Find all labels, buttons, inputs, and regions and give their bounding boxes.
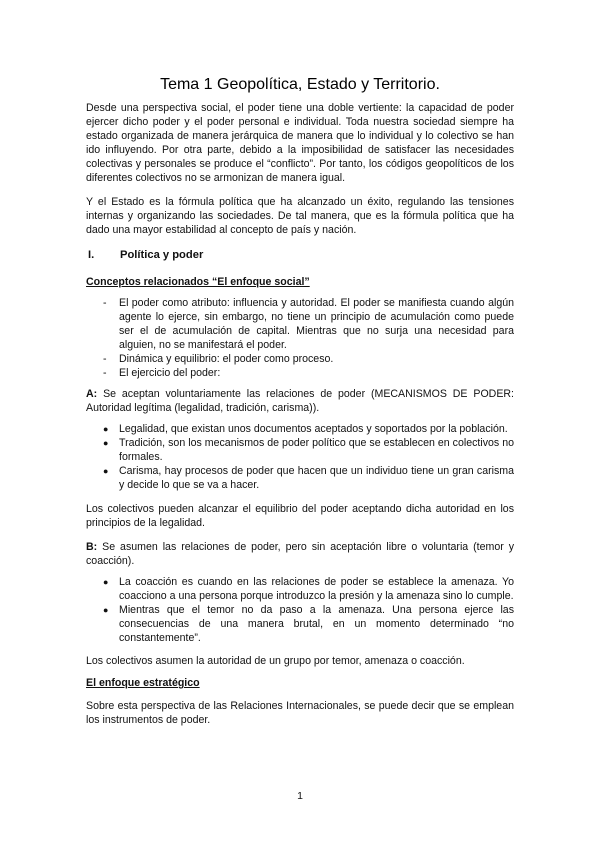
bullet-icon: ● — [103, 577, 109, 587]
closing-paragraph: Sobre esta perspectiva de las Relaciones Internacionales, se puede decir que se emplean los instrumentos de poder. — [86, 700, 514, 726]
paragraph-b-text: Se asumen las relaciones de poder, pero sin aceptación libre o voluntaria (temor y coacción). — [86, 541, 514, 567]
dash-marker: - — [103, 367, 107, 379]
section-number: I. — [88, 249, 95, 261]
paragraph-b-label: B: — [86, 541, 98, 553]
list-item — [86, 603, 514, 645]
dash-list — [86, 296, 514, 380]
paragraph-a-label: A: — [86, 388, 98, 400]
dash-marker: - — [103, 297, 107, 309]
list-item-text: Carisma, hay procesos de poder que hacen que un individuo tiene un gran carisma y decide lo que se va a hacer. — [119, 465, 514, 491]
list-item-text: Tradición, son los mecanismos de poder político que se establecen en colectivos no formales. — [119, 437, 514, 463]
bullet-icon: ● — [103, 605, 109, 615]
list-item — [86, 296, 514, 352]
bullet-icon: ● — [103, 438, 109, 448]
section-heading — [86, 248, 514, 262]
list-item-text: Mientras que el temor no da paso a la amenaza. Una persona ejerce las consecuencias de una manera brutal, en un momento determinado “no constantemente”. — [119, 604, 514, 644]
paragraph-a-text: Se aceptan voluntariamente las relaciones de poder (MECANISMOS DE PODER: Autoridad legítima (legalidad, tradición, carisma)). — [86, 388, 514, 414]
bullet-list-b — [86, 575, 514, 645]
intro-paragraph-1: Desde una perspectiva social, el poder tiene una doble vertiente: la capacidad de poder ejercer dicho poder y el poder personal e individual. Toda nuestra sociedad siempre ha estado organizada de manera jerárquica de manera que lo individual y lo colectivo se han ido influyendo. Por otra parte, debido a la imposibilidad de satisfacer las necesidades colectivas y personales se produce el “conflicto”. Por tanto, los códigos geopolíticos de los diferentes colectivos no se armonizan de manera igual. — [86, 102, 514, 184]
list-item — [86, 352, 514, 366]
list-item-text: La coacción es cuando en las relaciones de poder se establece la amenaza. Yo coacciono a una persona porque introduzco la presión y la amenaza sino lo cumple. — [119, 576, 514, 602]
bullet-icon: ● — [103, 466, 109, 476]
page-number: 1 — [297, 790, 303, 802]
list-item-text: El ejercicio del poder: — [119, 367, 221, 379]
bullet-list-a — [86, 422, 514, 492]
subheading-enfoque-social: Conceptos relacionados “El enfoque social” — [86, 276, 310, 288]
list-item-text: El poder como atributo: influencia y autoridad. El poder se manifiesta cuando algún agente lo ejerce, sin embargo, no tiene un principio de acumulación como puede ser el de acumulación de capital. Mientras que no surja una necesidad para alguien, no se manifestará el poder. — [119, 297, 514, 351]
page-title: Tema 1 Geopolítica, Estado y Territorio. — [160, 76, 440, 93]
document-page — [86, 0, 514, 727]
list-item — [86, 575, 514, 603]
list-item — [86, 464, 514, 492]
dash-marker: - — [103, 353, 107, 365]
bullet-icon: ● — [103, 424, 109, 434]
list-item-text: Dinámica y equilibrio: el poder como proceso. — [119, 353, 334, 365]
paragraph-a — [86, 387, 514, 415]
paragraph-b — [86, 540, 514, 568]
subheading-enfoque-estrategico: El enfoque estratégico — [86, 677, 200, 689]
intro-paragraph-2: Y el Estado es la fórmula política que ha alcanzado un éxito, regulando las tensiones internas y organizando las sociedades. De tal manera, que es la fórmula política que ha dado una mayor estabilidad al concepto de país y nación. — [86, 196, 514, 236]
list-item — [86, 436, 514, 464]
paragraph-temor: Los colectivos asumen la autoridad de un grupo por temor, amenaza o coacción. — [86, 655, 465, 667]
list-item-text: Legalidad, que existan unos documentos aceptados y soportados por la población. — [119, 423, 508, 435]
paragraph-equilibrio: Los colectivos pueden alcanzar el equilibrio del poder aceptando dicha autoridad en los principios de la legalidad. — [86, 503, 514, 529]
section-title: Política y poder — [120, 249, 204, 261]
list-item — [86, 366, 514, 380]
list-item — [86, 422, 514, 436]
